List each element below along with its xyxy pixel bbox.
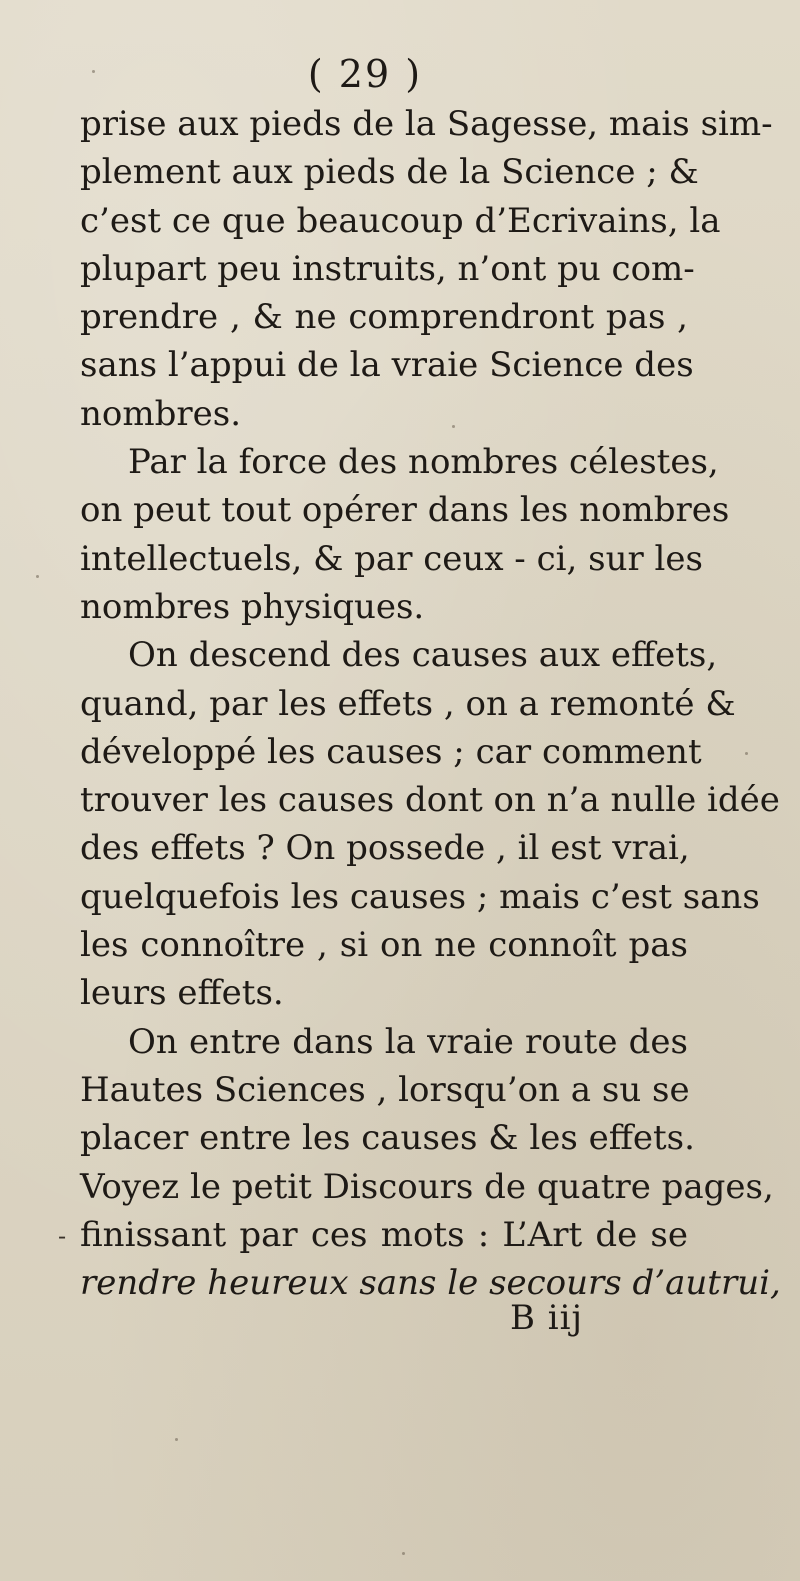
text-line: Hautes Sciences , lorsqu’on a su se [80,1069,690,1110]
text-line: rendre heureux sans le secours d’autrui, [80,1263,781,1304]
text-line: placer entre les causes & les effets. [80,1118,695,1159]
text-line: leurs effets. [80,973,284,1014]
paper-speck [92,70,95,73]
paper-speck [452,425,455,428]
margin-mark: - [58,1222,67,1250]
signature-mark: B iij [510,1298,584,1338]
paper-speck [745,752,748,755]
paper-speck [402,1552,405,1555]
text-line: On entre dans la vraie route des [128,1021,688,1062]
paper-speck [36,575,39,578]
text-line: c’est ce que beaucoup d’Ecrivains, la [80,200,721,241]
text-line: plupart peu instruits, n’ont pu com- [80,248,695,289]
text-line: prendre , & ne comprendront pas , [80,297,688,338]
text-line: quelquefois les causes ; mais c’est sans [80,876,760,917]
text-line: on peut tout opérer dans les nombres [80,490,730,531]
text-line: Par la force des nombres célestes, [128,442,719,483]
text-line: plement aux pieds de la Science ; & [80,152,699,193]
text-line: quand, par les effets , on a remonté & [80,683,736,724]
text-line: des effets ? On possede , il est vrai, [80,828,690,869]
paper-speck [175,1438,178,1441]
body-text [80,100,781,1307]
page-number: ( 29 ) [307,52,423,96]
text-line: développé les causes ; car comment [80,731,702,772]
text-line: trouver les causes dont on n’a nulle idée [80,780,780,821]
text-line: On descend des causes aux effets, [128,635,718,676]
text-line: Voyez le petit Discours de quatre pages, [80,1166,774,1207]
text-line: nombres physiques. [80,586,425,627]
text-line: les connoître , si on ne connoît pas [80,925,688,966]
text-line: intellectuels, & par ceux - ci, sur les [80,538,703,579]
text-line: prise aux pieds de la Sagesse, mais sim- [80,104,773,144]
text-line: finissant par ces mots : L’Art de se [80,1214,688,1255]
text-line: nombres. [80,393,242,434]
text-line: sans l’appui de la vraie Science des [80,345,694,386]
